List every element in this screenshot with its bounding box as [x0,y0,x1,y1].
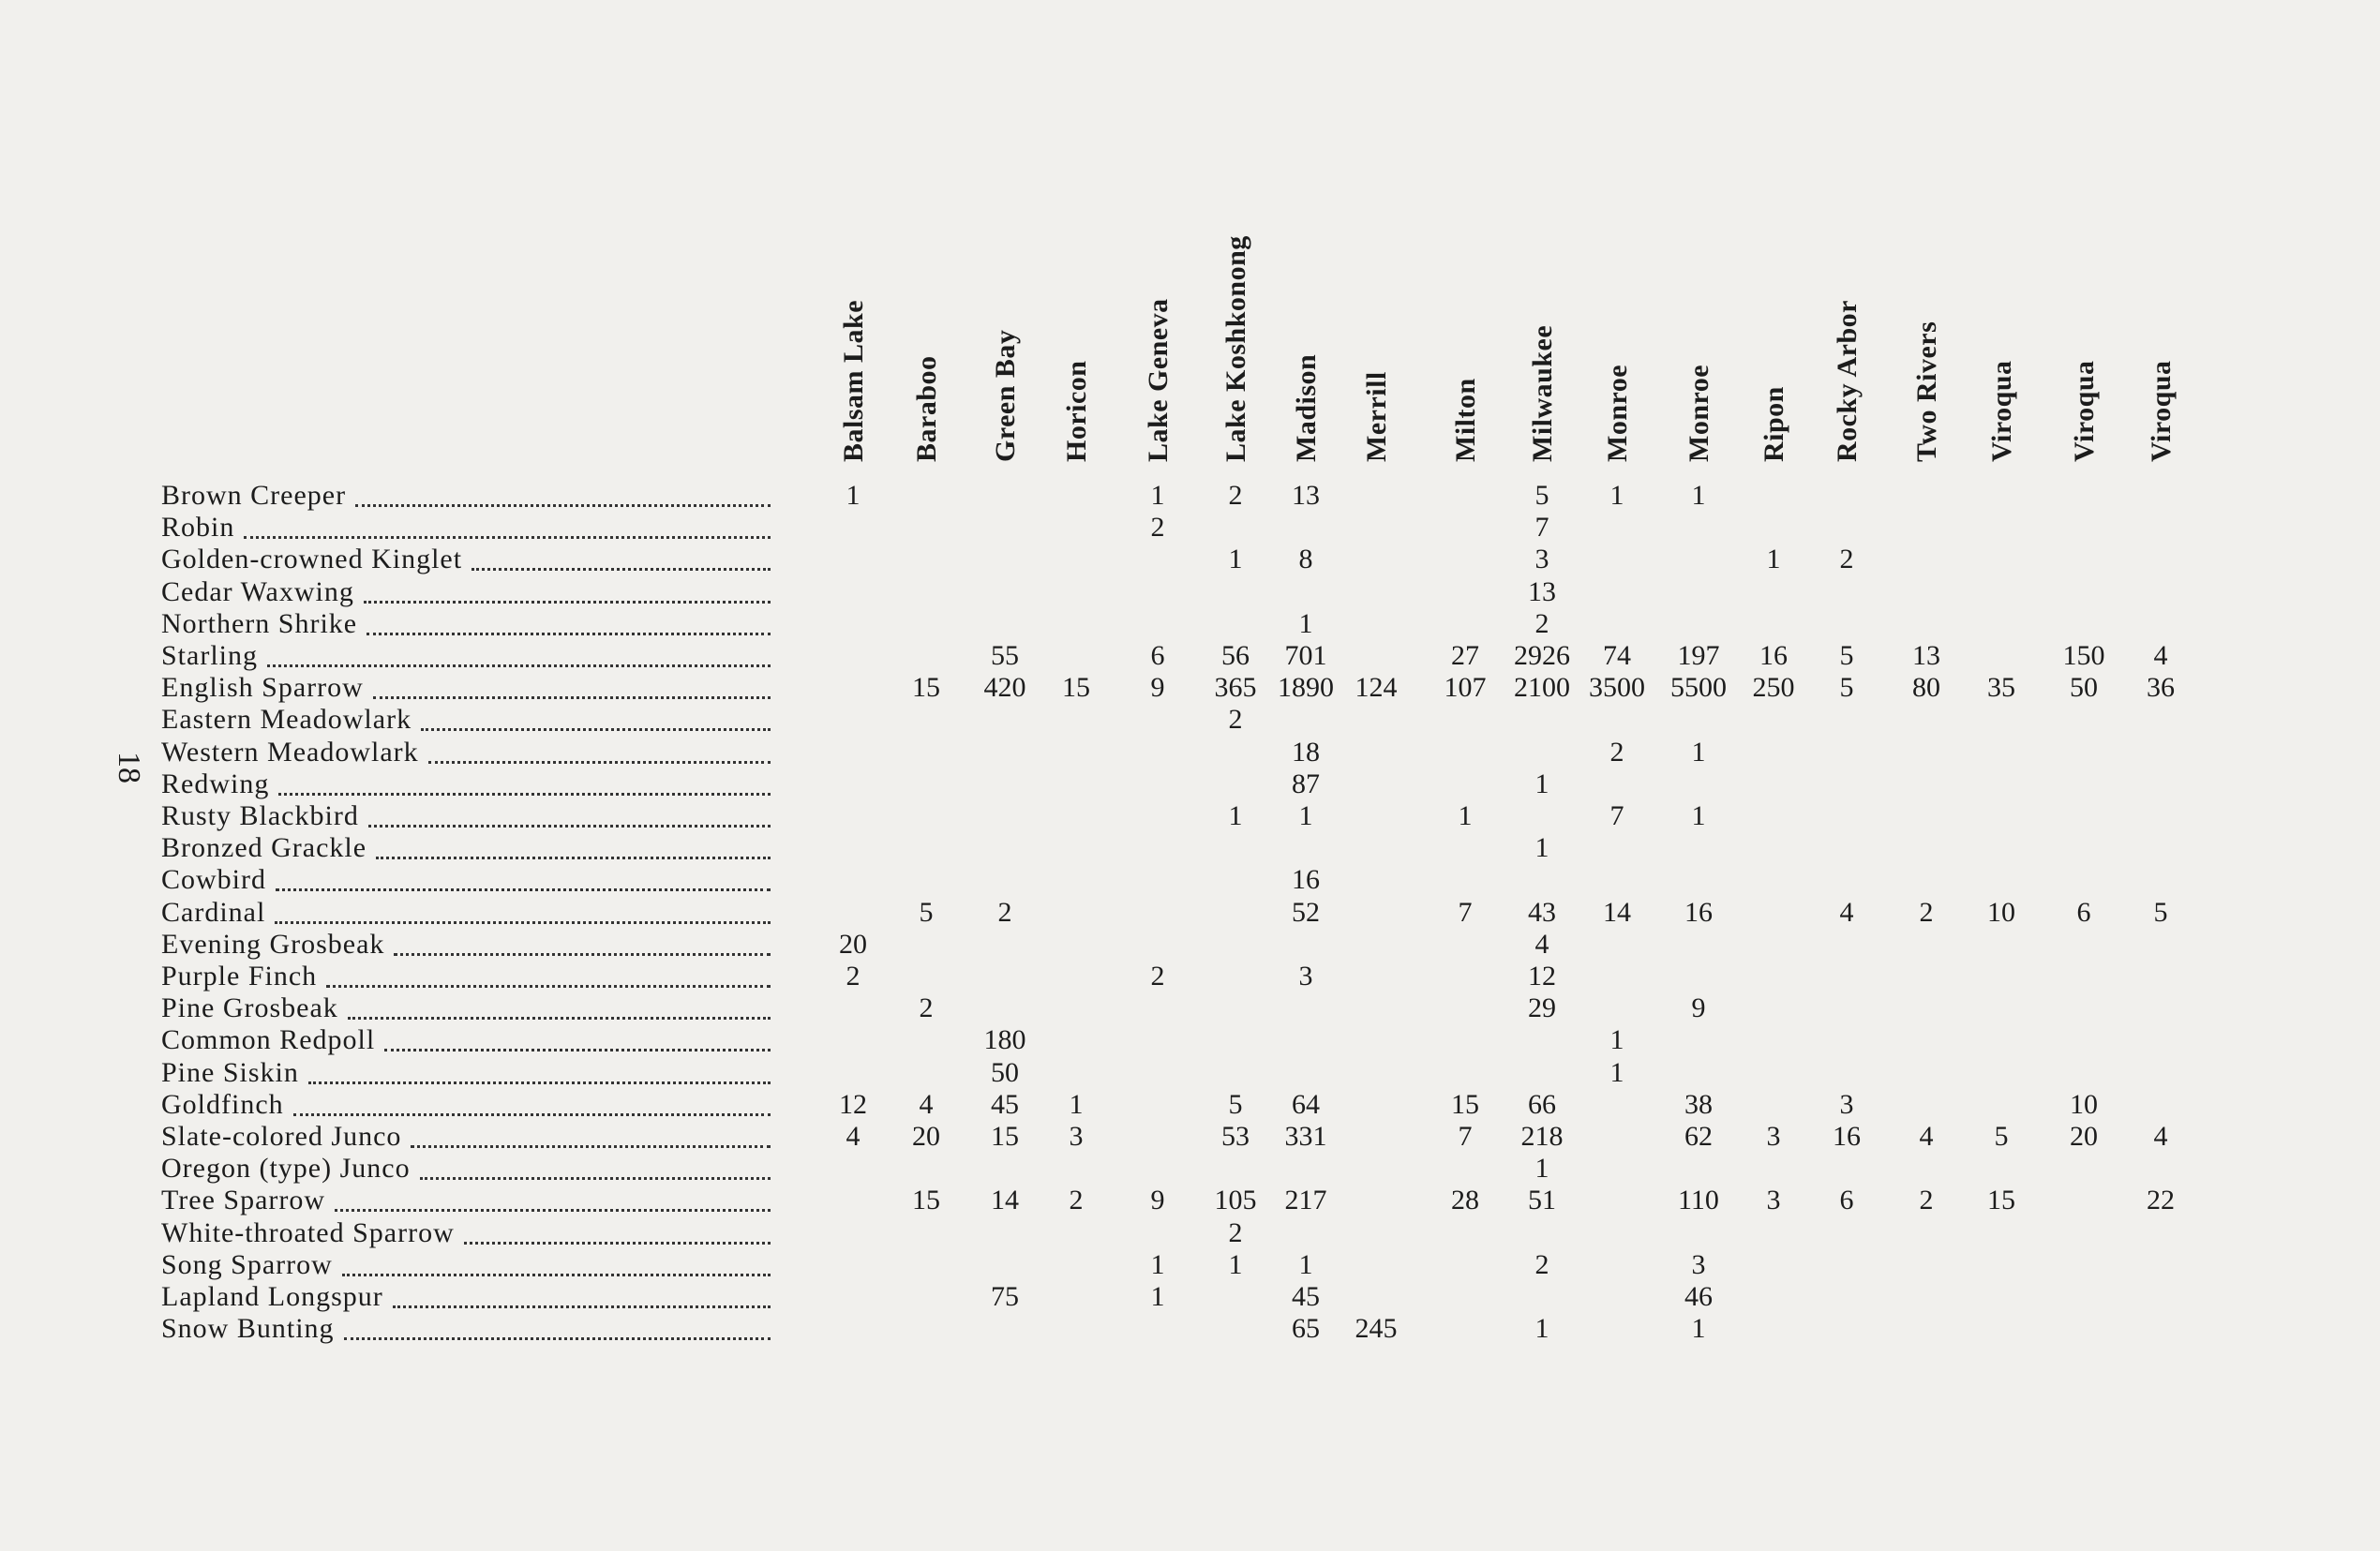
column-header-label: Lake Geneva [1143,298,1174,462]
count-cell: 7 [1458,896,1473,928]
count-cell: 14 [1603,896,1631,928]
column-header-label: Green Bay [990,329,1021,462]
count-cell: 2 [997,896,1012,928]
count-cell: 28 [1451,1185,1479,1216]
count-cell: 2 [1609,736,1624,768]
species-name: Eastern Meadowlark [161,704,412,736]
species-label [161,800,771,832]
species-name: Purple Finch [161,961,318,992]
dot-leader [376,838,771,859]
species-name: Cardinal [161,896,266,928]
count-cell: 66 [1528,1088,1556,1120]
species-name: Robin [161,512,235,544]
table-row [0,1249,2380,1281]
species-name: Cowbird [161,864,266,896]
count-cell: 1890 [1278,672,1334,704]
count-cell: 250 [1752,672,1795,704]
count-cell: 22 [2147,1185,2175,1216]
column-header-label: Two Rivers [1911,321,1942,462]
count-cell: 10 [1987,896,2015,928]
count-cell: 15 [912,672,940,704]
count-cell: 3 [1298,961,1313,992]
species-label [161,1313,771,1345]
species-label [161,640,771,672]
count-cell: 217 [1284,1185,1327,1216]
column-header-label: Horicon [1061,360,1092,462]
count-cell: 110 [1678,1185,1719,1216]
species-label [161,737,771,768]
column-header-label: Monroe [1602,364,1633,462]
count-cell: 365 [1214,672,1257,704]
table-row [0,992,2380,1024]
count-cell: 15 [991,1121,1019,1152]
dot-leader [276,870,771,891]
species-name: Lapland Longspur [161,1281,383,1312]
count-cell: 1 [1766,544,1781,575]
dot-leader [308,1063,771,1084]
count-cell: 4 [1919,1121,1934,1152]
count-cell: 13 [1912,640,1940,671]
species-name: Brown Creeper [161,480,347,511]
count-cell: 4 [2153,1121,2168,1152]
count-cell: 4 [846,1121,861,1152]
table-row [0,1057,2380,1089]
count-cell: 53 [1221,1121,1250,1152]
species-name: Slate-colored Junco [161,1121,402,1152]
species-name: Cedar Waxwing [161,575,354,607]
count-cell: 4 [1839,896,1854,928]
species-name: Common Redpoll [161,1024,376,1056]
dot-leader [335,1190,771,1212]
table-row [0,737,2380,768]
count-cell: 62 [1684,1121,1713,1152]
count-cell: 27 [1451,640,1479,671]
count-cell: 1 [1691,736,1706,768]
count-cell: 12 [839,1088,867,1120]
count-cell: 3500 [1589,672,1645,704]
count-cell: 1 [1298,607,1313,639]
count-cell: 1 [1150,480,1165,511]
species-label [161,576,771,608]
count-cell: 150 [2062,640,2105,671]
count-cell: 124 [1355,672,1398,704]
count-cell: 15 [1987,1185,2015,1216]
column-header-label: Merrill [1361,371,1392,462]
count-cell: 2926 [1514,640,1570,671]
species-name: Pine Siskin [161,1056,299,1088]
species-label [161,768,771,800]
count-cell: 1 [1150,1248,1165,1280]
count-cell: 2 [1919,1185,1934,1216]
table-row [0,704,2380,736]
dot-leader [275,902,771,924]
count-cell: 1 [1150,1281,1165,1312]
table-row [0,640,2380,672]
count-cell: 1 [1534,1153,1549,1185]
count-cell: 420 [983,672,1026,704]
species-name: Snow Bunting [161,1313,335,1345]
column-header-label: Viroqua [2146,360,2177,462]
count-cell: 6 [1839,1185,1854,1216]
count-cell: 51 [1528,1185,1556,1216]
count-cell: 3 [1069,1121,1084,1152]
column-header-label: Monroe [1684,364,1714,462]
dot-leader [244,517,771,539]
count-cell: 16 [1833,1121,1861,1152]
count-cell: 5 [1534,480,1549,511]
count-cell: 55 [991,640,1019,671]
count-cell: 9 [1691,992,1706,1024]
column-header-label: Milwaukee [1527,324,1558,462]
species-label [161,1249,771,1281]
count-cell: 7 [1609,800,1624,831]
count-cell: 20 [2070,1121,2098,1152]
count-cell: 1 [1691,480,1706,511]
species-name: Starling [161,640,258,671]
column-header-label: Viroqua [2069,360,2100,462]
table-row [0,544,2380,575]
count-cell: 5 [1994,1121,2009,1152]
table-row [0,1281,2380,1313]
count-cell: 8 [1298,544,1313,575]
count-cell: 2 [1839,544,1854,575]
count-cell: 7 [1534,512,1549,544]
dot-leader [411,1126,771,1148]
count-cell: 3 [1534,544,1549,575]
count-cell: 4 [919,1088,934,1120]
species-name: Oregon (type) Junco [161,1153,411,1185]
species-label [161,1089,771,1121]
count-cell: 1 [1534,832,1549,864]
dot-leader [421,709,771,731]
count-cell: 2 [1228,1216,1243,1248]
table-row [0,576,2380,608]
count-cell: 6 [2076,896,2091,928]
table-row [0,672,2380,704]
count-cell: 2 [1228,480,1243,511]
count-cell: 15 [912,1185,940,1216]
dot-leader [367,614,771,635]
count-cell: 15 [1451,1088,1479,1120]
count-cell: 701 [1284,640,1327,671]
species-label [161,512,771,544]
table-row [0,1313,2380,1345]
count-cell: 7 [1458,1121,1473,1152]
dot-leader [348,998,771,1020]
count-cell: 50 [2070,672,2098,704]
count-cell: 5 [1228,1088,1243,1120]
table-row [0,832,2380,864]
count-cell: 4 [2153,640,2168,671]
species-name: Golden-crowned Kinglet [161,544,463,575]
count-cell: 1 [1228,1248,1243,1280]
species-name: Evening Grosbeak [161,928,385,960]
species-name: English Sparrow [161,672,364,704]
species-label [161,832,771,864]
count-cell: 16 [1684,896,1713,928]
count-cell: 197 [1677,640,1720,671]
dot-leader [394,934,771,956]
count-cell: 20 [839,928,867,960]
count-cell: 245 [1355,1313,1398,1345]
count-cell: 1 [1691,1313,1706,1345]
table-row [0,768,2380,800]
table-row [0,929,2380,961]
dot-leader [368,806,771,828]
species-name: Rusty Blackbird [161,800,359,831]
count-cell: 64 [1292,1088,1320,1120]
species-label [161,1217,771,1249]
count-cell: 1 [1534,768,1549,799]
dot-leader [342,1255,771,1276]
count-cell: 3 [1766,1121,1781,1152]
table-row [0,800,2380,832]
column-header-label: Baraboo [911,355,942,462]
dot-leader [393,1287,771,1308]
count-cell: 331 [1284,1121,1327,1152]
count-cell: 18 [1292,736,1320,768]
species-label [161,961,771,992]
dot-leader [420,1158,771,1180]
count-cell: 16 [1759,640,1788,671]
species-label [161,544,771,575]
column-header-label: Lake Koshkonong [1220,235,1251,462]
count-cell: 1 [1298,800,1313,831]
species-name: Song Sparrow [161,1248,333,1280]
count-cell: 13 [1528,575,1556,607]
count-cell: 56 [1221,640,1250,671]
count-cell: 45 [1292,1281,1320,1312]
count-cell: 45 [991,1088,1019,1120]
count-cell: 180 [983,1024,1026,1056]
count-cell: 3 [1839,1088,1854,1120]
count-cell: 20 [912,1121,940,1152]
table-row [0,480,2380,512]
count-cell: 1 [846,480,861,511]
count-cell: 12 [1528,961,1556,992]
count-cell: 4 [1534,928,1549,960]
dot-leader [326,966,771,988]
table-row [0,1153,2380,1185]
dot-leader [278,774,771,796]
dot-leader [267,646,771,667]
table-row [0,864,2380,896]
count-cell: 1 [1069,1088,1084,1120]
count-cell: 3 [1691,1248,1706,1280]
count-cell: 1 [1534,1313,1549,1345]
dot-leader [293,1095,771,1116]
count-cell: 5 [2153,896,2168,928]
count-cell: 5 [1839,640,1854,671]
count-cell: 16 [1292,864,1320,896]
species-label [161,704,771,736]
count-cell: 105 [1214,1185,1257,1216]
count-cell: 38 [1684,1088,1713,1120]
count-cell: 6 [1150,640,1165,671]
count-cell: 74 [1603,640,1631,671]
count-cell: 1 [1609,480,1624,511]
count-cell: 65 [1292,1313,1320,1345]
table-row [0,1185,2380,1216]
count-cell: 5500 [1670,672,1727,704]
species-label [161,608,771,640]
dot-leader [464,1223,771,1245]
count-cell: 14 [991,1185,1019,1216]
table-row [0,961,2380,992]
column-header-label: Balsam Lake [838,299,869,462]
count-cell: 9 [1150,672,1165,704]
page-number: 18 [112,752,146,783]
count-cell: 29 [1528,992,1556,1024]
count-cell: 1 [1228,544,1243,575]
count-cell: 107 [1444,672,1487,704]
count-cell: 2 [1228,704,1243,736]
species-name: Western Meadowlark [161,736,419,768]
species-label [161,1281,771,1313]
table-row [0,897,2380,929]
species-label [161,480,771,512]
count-cell: 2 [846,961,861,992]
species-label [161,929,771,961]
count-cell: 1 [1609,1056,1624,1088]
count-cell: 218 [1520,1121,1564,1152]
count-cell: 1 [1228,800,1243,831]
table-row [0,608,2380,640]
count-cell: 15 [1062,672,1090,704]
count-cell: 50 [991,1056,1019,1088]
count-cell: 5 [1839,672,1854,704]
count-cell: 52 [1292,896,1320,928]
count-cell: 36 [2147,672,2175,704]
count-cell: 9 [1150,1185,1165,1216]
dot-leader [384,1030,771,1051]
column-header-label: Viroqua [1986,360,2017,462]
species-name: Tree Sparrow [161,1185,326,1216]
species-name: Bronzed Grackle [161,832,367,864]
dot-leader [472,549,771,571]
species-label [161,897,771,929]
species-label [161,672,771,704]
count-cell: 75 [991,1281,1019,1312]
species-label [161,1121,771,1153]
count-cell: 2 [1534,607,1549,639]
count-cell: 1 [1458,800,1473,831]
count-cell: 2 [1919,896,1934,928]
species-label [161,992,771,1024]
table-row [0,1217,2380,1249]
column-header-label: Ripon [1759,386,1789,462]
count-cell: 35 [1987,672,2015,704]
count-cell: 46 [1684,1281,1713,1312]
species-label [161,1024,771,1056]
count-cell: 2 [1150,961,1165,992]
species-name: Redwing [161,768,270,799]
species-name: Pine Grosbeak [161,992,338,1024]
species-name: Goldfinch [161,1088,284,1120]
count-cell: 1 [1609,1024,1624,1056]
count-cell: 1 [1691,800,1706,831]
count-cell: 43 [1528,896,1556,928]
dot-leader [355,485,771,507]
table-row [0,1121,2380,1153]
count-cell: 87 [1292,768,1320,799]
species-name: White-throated Sparrow [161,1216,455,1248]
count-cell: 5 [919,896,934,928]
count-cell: 2100 [1514,672,1570,704]
table-row [0,1089,2380,1121]
species-label [161,1153,771,1185]
dot-leader [364,582,771,604]
count-cell: 3 [1766,1185,1781,1216]
dot-leader [344,1319,771,1340]
count-cell: 2 [1150,512,1165,544]
species-label [161,1057,771,1089]
count-cell: 2 [1069,1185,1084,1216]
column-header-label: Madison [1291,353,1322,462]
species-name: Northern Shrike [161,607,358,639]
count-cell: 2 [1534,1248,1549,1280]
dot-leader [373,678,771,699]
count-cell: 13 [1292,480,1320,511]
species-label [161,1185,771,1216]
column-header-label: Rocky Arbor [1832,300,1863,462]
count-cell: 80 [1912,672,1940,704]
species-label [161,864,771,896]
table-row [0,512,2380,544]
column-header-label: Milton [1450,378,1481,462]
count-cell: 10 [2070,1088,2098,1120]
count-cell: 2 [919,992,934,1024]
dot-leader [428,742,771,764]
table-row [0,1024,2380,1056]
count-cell: 1 [1298,1248,1313,1280]
